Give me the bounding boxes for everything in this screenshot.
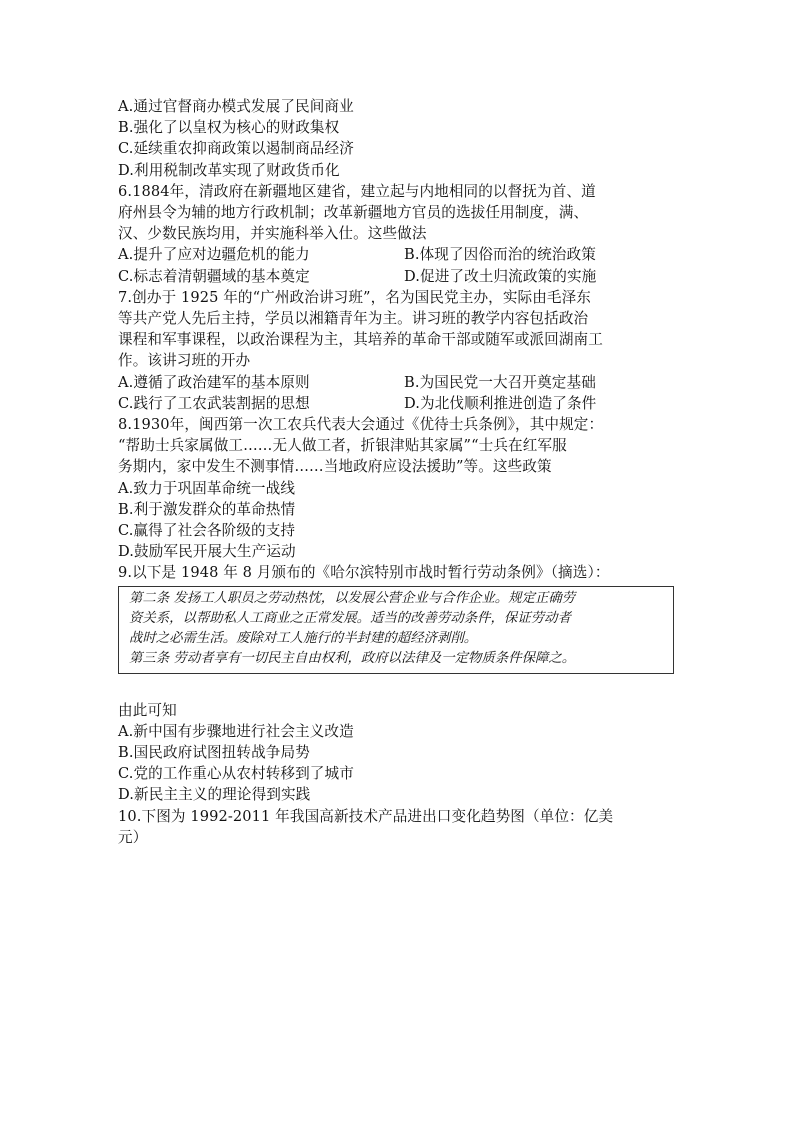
q7-option-a: A.遵循了政治建军的基本原则 <box>118 373 310 391</box>
q5-option-b: B.强化了以皇权为核心的财政集权 <box>118 119 340 137</box>
q5-option-d: D.利用税制改革实现了财政货币化 <box>118 161 340 179</box>
q9-option-a: A.新中国有步骤地进行社会主义改造 <box>118 722 354 740</box>
question-10 <box>118 806 678 848</box>
q7-stem-line: 课程和军事课程，以政治课程为主，其培养的革命干部或随军或派回湖南工 <box>118 331 603 349</box>
q9-lead: 由此可知 <box>118 701 177 719</box>
q7-options-row <box>118 372 678 393</box>
q6-options-row <box>118 244 678 265</box>
q10-stem-line: 10.下图为 1992-2011 年我国高新技术产品进出口变化趋势图（单位：亿美 <box>118 807 614 825</box>
q9-quote-line: 战时之必需生活。废除对工人施行的半封建的超经济剥削。 <box>129 630 478 646</box>
q7-option-b: B.为国民党一大召开奠定基础 <box>404 373 596 391</box>
exam-page <box>118 96 678 848</box>
q8-stem-line: 8.1930年，闽西第一次工农兵代表大会通过《优待士兵条例》，其中规定： <box>118 416 604 434</box>
q9-option-b: B.国民政府试图扭转战争局势 <box>118 744 310 762</box>
q9-quote-line: 第三条 劳动者享有一切民主自由权利，政府以法律及一定物质条件保障之。 <box>129 650 576 666</box>
q8-option-c: C.赢得了社会各阶级的支持 <box>118 522 296 540</box>
q6-option-c: C.标志着清朝疆域的基本奠定 <box>118 267 310 285</box>
q7-option-d: D.为北伐顺利推进创造了条件 <box>404 394 597 412</box>
q8-stem-line: “帮助士兵家属做工……无人做工者，折银津贴其家属”“士兵在红军服 <box>118 437 567 455</box>
q9-option-d: D.新民主主义的理论得到实践 <box>118 786 311 804</box>
q8-option-a: A.致力于巩固革命统一战线 <box>118 479 296 497</box>
q10-stem-line: 元） <box>118 828 148 846</box>
q9-option-c: C.党的工作重心从农村转移到了城市 <box>118 765 354 783</box>
question-7 <box>118 287 678 414</box>
question-6 <box>118 181 678 287</box>
q6-option-a: A.提升了应对边疆危机的能力 <box>118 246 310 264</box>
q5-option-a: A.通过官督商办模式发展了民间商业 <box>118 98 354 115</box>
q9-quote-line: 第二条 发扬工人职员之劳动热忱，以发展公营企业与合作企业。规定正确劳 <box>129 590 576 606</box>
q8-stem-line: 务期内，家中发生不测事情……当地政府应设法援助”等。这些政策 <box>118 458 552 476</box>
q7-stem-line: 作。该讲习班的开办 <box>118 352 251 370</box>
q6-stem-line: 6.1884年，清政府在新疆地区建省，建立起与内地相同的以督抚为首、道 <box>118 182 596 200</box>
q6-stem-line: 府州县令为辅的地方行政机制；改革新疆地方官员的选拔任用制度，满、 <box>118 204 589 222</box>
q9-quote-line: 资关系，以帮助私人工商业之正常发展。适当的改善劳动条件，保证劳动者 <box>129 610 571 626</box>
q6-options-row <box>118 266 678 287</box>
q6-option-b: B.体现了因俗而治的统治政策 <box>404 246 596 264</box>
q5-options <box>118 96 678 181</box>
q6-stem-line: 汉、少数民族均用，并实施科举入仕。这些做法 <box>118 225 427 243</box>
q5-option-c: C.延续重农抑商政策以遏制商品经济 <box>118 140 354 158</box>
q7-stem-line: 7.创办于 1925 年的“广州政治讲习班”，名为国民党主办，实际由毛泽东 <box>118 288 591 306</box>
question-8 <box>118 414 678 562</box>
q9-stem: 9.以下是 1948 年 8 月颁布的《哈尔滨特别市战时暂行劳动条例》（摘选）： <box>118 564 610 582</box>
q9-quote-box <box>118 586 674 674</box>
q8-option-b: B.利于激发群众的革命热情 <box>118 500 296 518</box>
question-9 <box>118 562 678 805</box>
q7-option-c: C.践行了工农武装割据的思想 <box>118 394 310 412</box>
q7-stem-line: 等共产党人先后主持，学员以湘籍青年为主。讲习班的教学内容包括政治 <box>118 310 589 328</box>
q7-options-row <box>118 393 678 414</box>
q8-option-d: D.鼓励军民开展大生产运动 <box>118 543 296 561</box>
q6-option-d: D.促进了改土归流政策的实施 <box>404 267 597 285</box>
